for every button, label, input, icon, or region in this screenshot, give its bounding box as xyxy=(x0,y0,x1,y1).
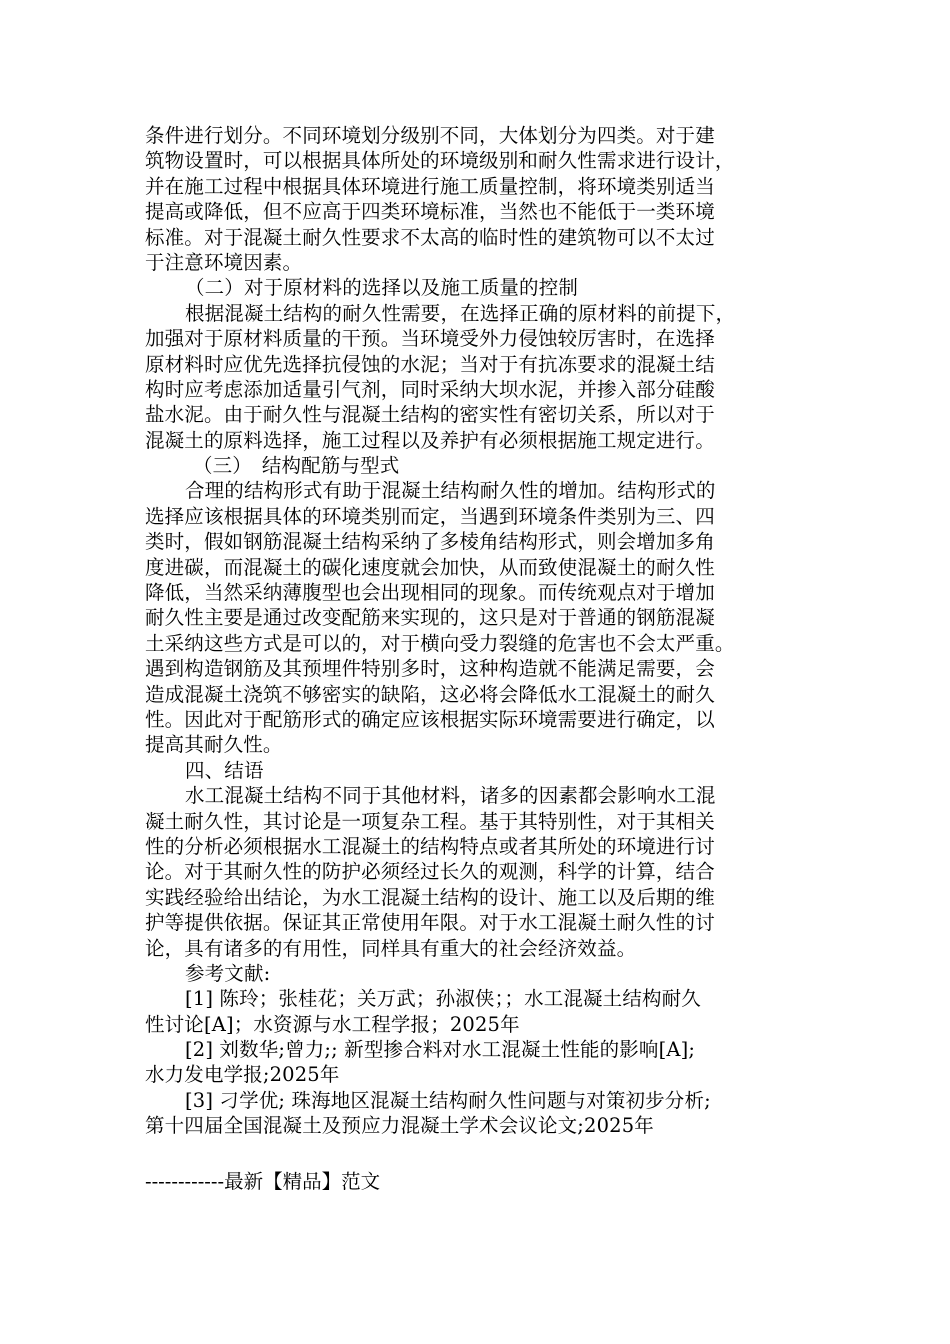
text-line: 度进碳，而混凝土的碳化速度就会加快，从而致使混凝土的耐久性 xyxy=(145,555,715,579)
text-line: 标准。对于混凝土耐久性要求不太高的临时性的建筑物可以不太过 xyxy=(145,225,715,249)
text-line: 盐水泥。由于耐久性与混凝土结构的密实性有密切关系，所以对于 xyxy=(145,403,715,427)
text-line: 水力发电学报;2025年 xyxy=(145,1063,340,1087)
text-line: 性的分析必须根据水工混凝土的结构特点或者其所处的环境进行讨 xyxy=(145,834,715,858)
text-line: 合理的结构形式有助于混凝土结构耐久性的增加。结构形式的 xyxy=(185,479,716,503)
text-line: 筑物设置时，可以根据具体所处的环境级别和耐久性需求进行设计， xyxy=(145,149,735,173)
text-line: 原材料时应优先选择抗侵蚀的水泥；当对于有抗冻要求的混凝土结 xyxy=(145,352,715,376)
text-line: 论。对于其耐久性的防护必须经过长久的观测，科学的计算，结合 xyxy=(145,860,715,884)
text-line: 性。因此对于配筋形式的确定应该根据实际环境需要进行确定，以 xyxy=(145,707,715,731)
text-line: 降低，当然采纳薄腹型也会出现相同的现象。而传统观点对于增加 xyxy=(145,581,715,605)
text-line: 论，具有诸多的有用性，同样具有重大的社会经济效益。 xyxy=(145,936,637,960)
text-line: 土采纳这些方式是可以的，对于横向受力裂缝的危害也不会太严重。 xyxy=(145,631,735,655)
text-line: [1] 陈玲；张桂花；关万武；孙淑侠；；水工混凝土结构耐久 xyxy=(185,987,701,1011)
text-line: 凝土耐久性，其讨论是一项复杂工程。基于其特别性，对于其相关 xyxy=(145,809,715,833)
text-line: 耐久性主要是通过改变配筋来实现的，这只是对于普通的钢筋混凝 xyxy=(145,606,715,630)
text-line: 造成混凝土浇筑不够密实的缺陷，这必将会降低水工混凝土的耐久 xyxy=(145,682,715,706)
text-line: 护等提供依据。保证其正常使用年限。对于水工混凝土耐久性的讨 xyxy=(145,911,715,935)
text-line: 加强对于原材料质量的干预。当环境受外力侵蚀较厉害时，在选择 xyxy=(145,327,715,351)
text-line: 并在施工过程中根据具体环境进行施工质量控制，将环境类别适当 xyxy=(145,174,715,198)
text-line: 提高或降低，但不应高于四类环境标准，当然也不能低于一类环境 xyxy=(145,200,715,224)
text-line: 于注意环境因素。 xyxy=(145,250,303,274)
text-line: 四、结语 xyxy=(185,758,264,782)
text-line: 性讨论[A]；水资源与水工程学报；2025年 xyxy=(145,1012,520,1036)
text-line: 提高其耐久性。 xyxy=(145,733,283,757)
text-line: [3] 刁学优; 珠海地区混凝土结构耐久性问题与对策初步分析; xyxy=(185,1088,711,1112)
text-line: 第十四届全国混凝土及预应力混凝土学术会议论文;2025年 xyxy=(145,1114,654,1138)
text-line: 混凝土的原料选择，施工过程以及养护有必须根据施工规定进行。 xyxy=(145,428,715,452)
document-body xyxy=(145,123,805,1139)
text-line: 实践经验给出结论，为水工混凝土结构的设计、施工以及后期的维 xyxy=(145,885,715,909)
text-line: 选择应该根据具体的环境类别而定，当遇到环境条件类别为三、四 xyxy=(145,504,715,528)
text-line: （二）对于原材料的选择以及施工质量的控制 xyxy=(185,276,579,300)
text-line: （三） 结构配筋与型式 xyxy=(193,454,400,478)
text-line: 遇到构造钢筋及其预埋件特别多时，这种构造就不能满足需要，会 xyxy=(145,657,715,681)
text-line: 根据混凝土结构的耐久性需要，在选择正确的原材料的前提下， xyxy=(185,301,736,325)
text-line: 条件进行划分。不同环境划分级别不同，大体划分为四类。对于建 xyxy=(145,124,715,147)
text-line: 构时应考虑添加适量引气剂，同时采纳大坝水泥，并掺入部分硅酸 xyxy=(145,377,715,401)
text-line: 参考文献: xyxy=(185,961,271,985)
page-footer: ------------最新【精品】范文 xyxy=(145,1170,381,1193)
text-line: 水工混凝土结构不同于其他材料，诸多的因素都会影响水工混 xyxy=(185,784,716,808)
text-line: [2] 刘数华;曾力;; 新型掺合料对水工混凝土性能的影响[A]; xyxy=(185,1038,696,1062)
text-line: 类时，假如钢筋混凝土结构采纳了多棱角结构形式，则会增加多角 xyxy=(145,530,715,554)
